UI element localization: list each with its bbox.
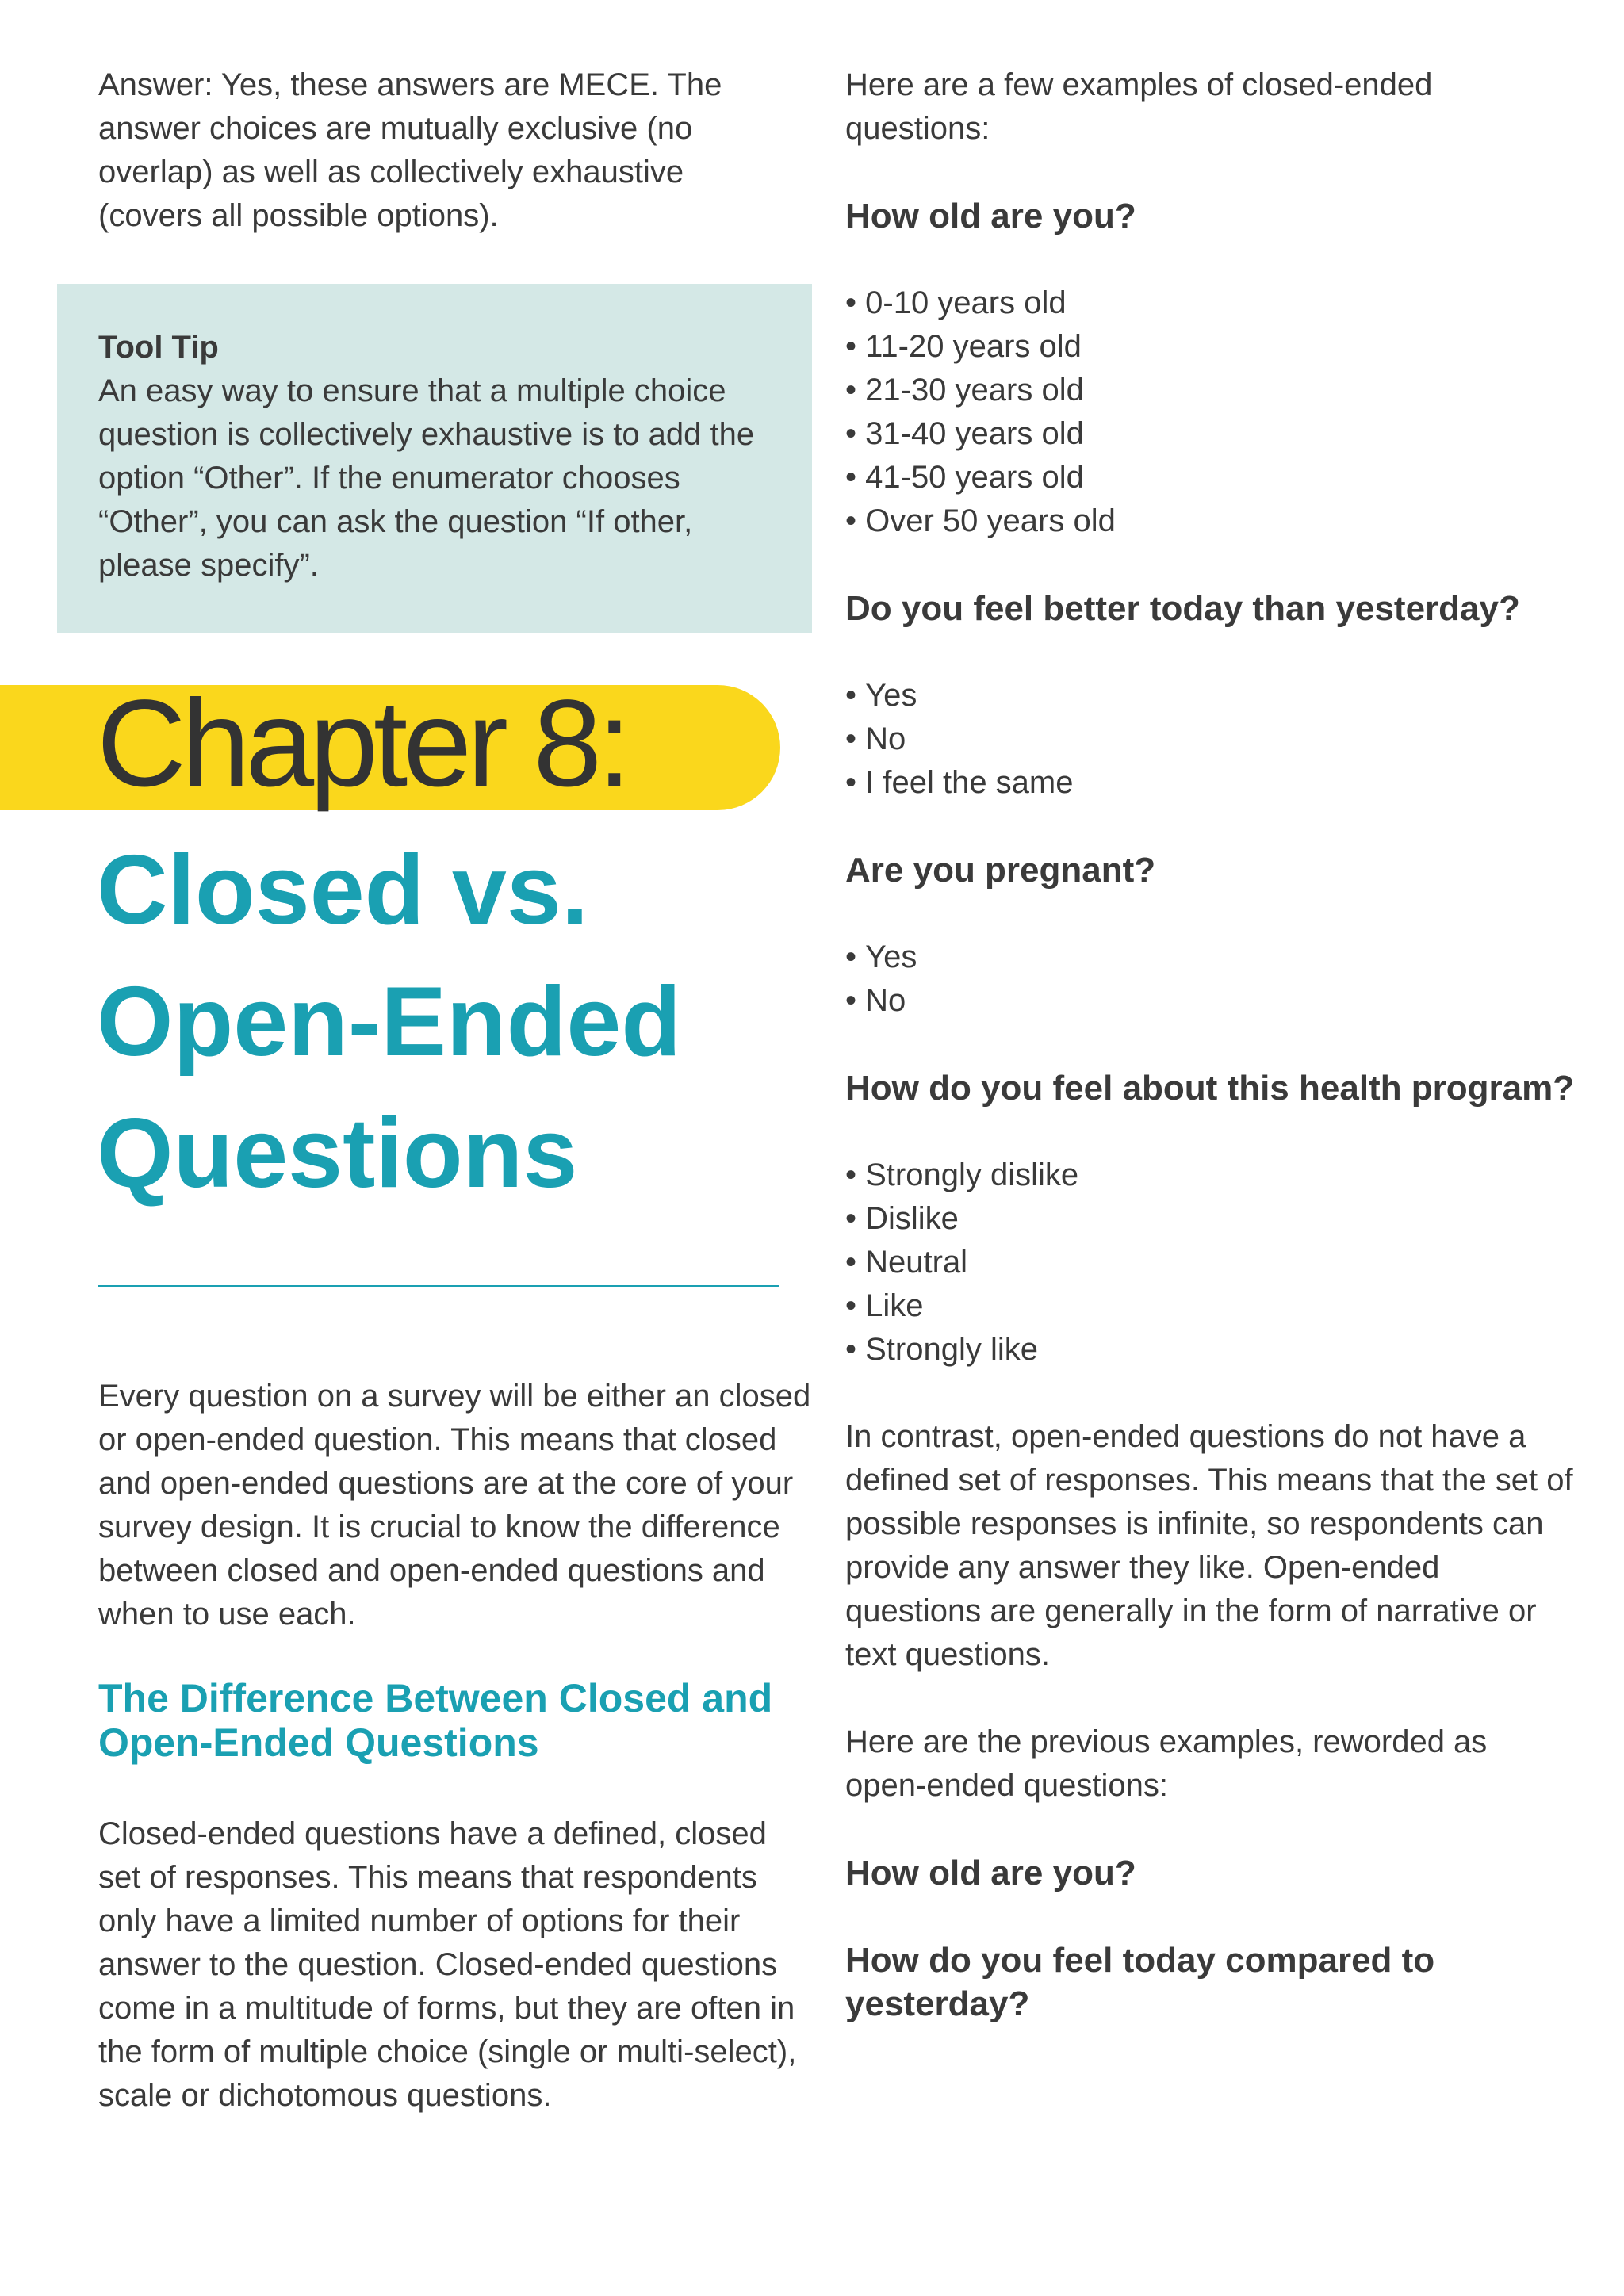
list-item: • Neutral — [845, 1241, 1575, 1284]
list-item: • 0-10 years old — [845, 281, 1575, 325]
list-item: • Yes — [845, 674, 1575, 718]
chapter-title-line: Open-Ended — [97, 967, 682, 1077]
answer-paragraph: Answer: Yes, these answers are MECE. The answer choices are mutually exclusive (no overlap) as well as collectively exhaustive (covers all possible options). — [98, 67, 722, 233]
tool-tip-title: Tool Tip — [98, 330, 219, 365]
list-item: • 11-20 years old — [845, 325, 1575, 369]
tool-tip-body: An easy way to ensure that a multiple choice question is collectively exhaustive is to add the option “Other”. If the enumerator chooses “Other”, you can ask the question “If other, please specify”. — [98, 373, 755, 583]
question-heading: Do you feel better today than yesterday? — [845, 589, 1520, 628]
open-question-heading: How old are you? — [845, 1854, 1136, 1892]
reworded-intro: Here are the previous examples, reworded as open-ended questions: — [845, 1724, 1488, 1803]
list-item: • Strongly like — [845, 1328, 1575, 1372]
list-item: • 41-50 years old — [845, 456, 1575, 499]
section-heading: The Difference Between Closed and Open-Ended Questions — [98, 1676, 773, 1765]
answer-options-list — [845, 281, 1575, 543]
question-heading: How old are you? — [845, 197, 1136, 235]
question-heading: How do you feel about this health program? — [845, 1069, 1575, 1108]
list-item: • Strongly dislike — [845, 1154, 1575, 1197]
chapter-title-line: Questions — [97, 1099, 578, 1208]
closed-ended-description: Closed-ended questions have a defined, closed set of responses. This means that respondents only have a limited number of options for their answer to the question. Closed-ended questions come in a multitude of forms, but they are often in the form of multiple choice (single or multi-select), scale or dichotomous questions. — [98, 1816, 797, 2113]
question-heading: Are you pregnant? — [845, 851, 1156, 890]
open-ended-explanation: In contrast, open-ended questions do not have a defined set of responses. This means that the set of possible responses is infinite, so respondents can provide any answer they like. Open-ended questions are generally in the form of narrative or text questions. — [845, 1419, 1573, 1672]
list-item: • Over 50 years old — [845, 499, 1575, 543]
list-item: • Like — [845, 1284, 1575, 1328]
chapter-label: Chapter 8: — [97, 675, 627, 813]
answer-options-list — [845, 936, 1575, 1023]
answer-options-list — [845, 674, 1575, 805]
answer-options-list — [845, 1154, 1575, 1372]
list-item: • No — [845, 979, 1575, 1023]
chapter-title — [97, 825, 795, 1219]
chapter-title-line: Closed vs. — [97, 836, 589, 945]
intro-paragraph: Every question on a survey will be either an closed or open-ended question. This means that closed and open-ended questions are at the core of your survey design. It is crucial to know the difference between closed and open-ended questions and when to use each. — [98, 1379, 811, 1632]
open-question-heading: How do you feel today compared to yesterday? — [845, 1941, 1435, 2023]
list-item: • No — [845, 718, 1575, 761]
list-item: • 31-40 years old — [845, 412, 1575, 456]
list-item: • Yes — [845, 936, 1575, 979]
list-item: • Dislike — [845, 1197, 1575, 1241]
tool-tip-box — [57, 284, 812, 633]
list-item: • I feel the same — [845, 761, 1575, 805]
section-divider — [98, 1285, 779, 1287]
right-column — [845, 63, 1575, 2069]
list-item: • 21-30 years old — [845, 369, 1575, 412]
examples-intro: Here are a few examples of closed-ended questions: — [845, 67, 1433, 146]
